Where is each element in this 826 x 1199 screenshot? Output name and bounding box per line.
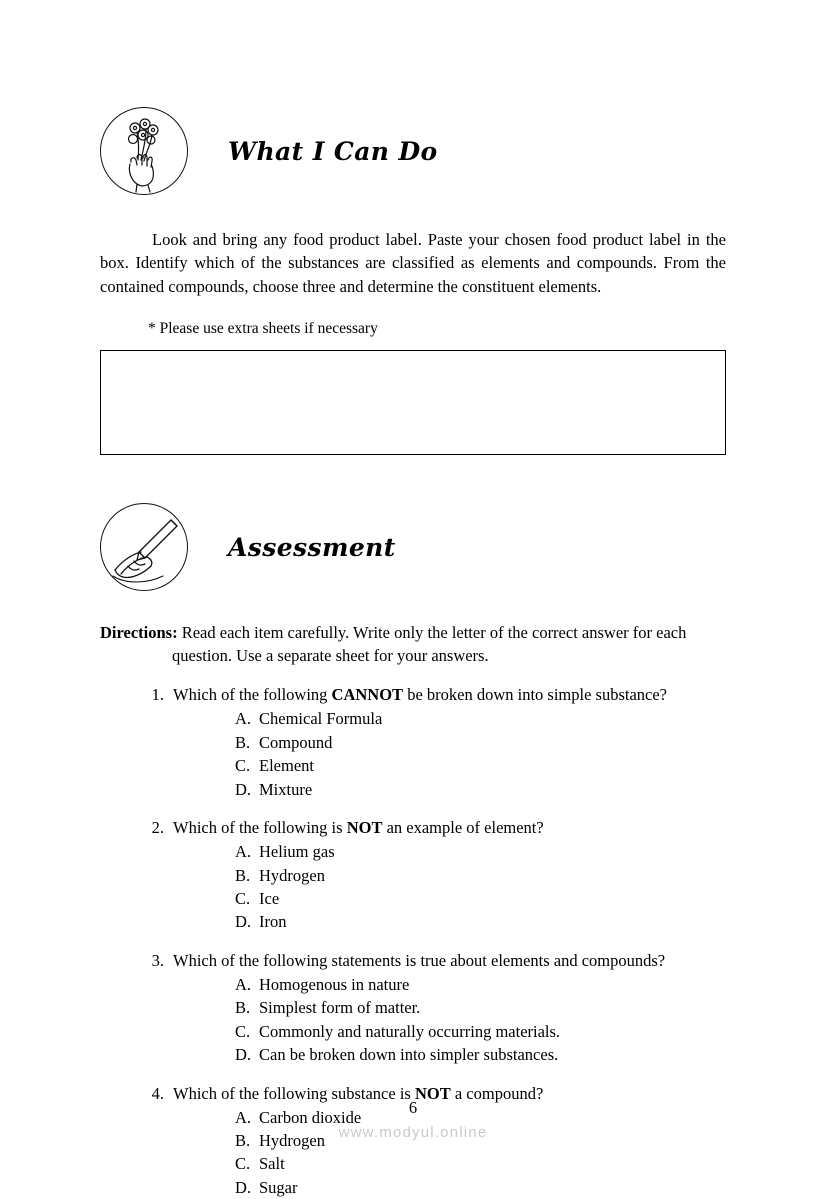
question-text-after: be broken down into simple substance?	[403, 685, 668, 705]
choice-text: Homogenous in nature	[259, 974, 410, 994]
choice-letter: D.	[235, 1177, 252, 1197]
question-text-after: a compound?	[450, 1083, 544, 1103]
choice-letter: A.	[235, 709, 252, 729]
choice-list	[100, 840, 726, 934]
choice-letter: B.	[235, 865, 251, 885]
extra-sheets-note: * Please use extra sheets if necessary	[148, 320, 378, 338]
question-item	[100, 818, 726, 934]
hand-writing-pencil-icon	[100, 503, 188, 591]
choice-text: Chemical Formula	[259, 709, 383, 729]
question-number: 1.	[151, 685, 164, 705]
choice-text: Helium gas	[259, 842, 335, 862]
choice-letter: C.	[235, 756, 251, 776]
choice-letter: D.	[235, 1045, 252, 1065]
choice-option[interactable]	[235, 864, 726, 887]
question-text	[173, 685, 726, 705]
choice-text: Iron	[259, 912, 287, 932]
choice-list	[100, 1106, 726, 1199]
choice-option[interactable]	[235, 840, 726, 863]
choice-text: Mixture	[259, 779, 313, 799]
question-item	[100, 685, 726, 801]
choice-text: Compound	[259, 732, 333, 752]
choice-letter: C.	[235, 1021, 251, 1041]
question-text	[173, 818, 726, 838]
choice-text: Simplest form of matter.	[259, 998, 421, 1018]
question-list	[100, 685, 726, 1199]
section-title: What I Can Do	[228, 136, 438, 166]
answer-box[interactable]	[100, 350, 726, 455]
question-text-before: Which of the following	[173, 685, 332, 705]
choice-text: Hydrogen	[259, 865, 325, 885]
choice-option[interactable]	[235, 754, 726, 777]
choice-option[interactable]	[235, 1043, 726, 1066]
section-header-assessment	[100, 503, 726, 591]
choice-text: Carbon dioxide	[259, 1107, 362, 1127]
directions-label: Directions:	[100, 623, 178, 643]
choice-option[interactable]	[235, 1020, 726, 1043]
assessment-directions	[100, 621, 726, 667]
choice-letter: A.	[235, 1107, 252, 1127]
what-i-can-do-instructions	[100, 228, 726, 298]
choice-option[interactable]	[235, 1152, 726, 1175]
choice-letter: D.	[235, 779, 252, 799]
question-number: 4.	[151, 1083, 164, 1103]
question-text-before: Which of the following substance is	[173, 1083, 415, 1103]
choice-option[interactable]	[235, 707, 726, 730]
choice-option[interactable]	[235, 731, 726, 754]
choice-letter: D.	[235, 912, 252, 932]
choice-text: Commonly and naturally occurring materials.	[259, 1021, 561, 1041]
question-number: 3.	[151, 950, 164, 970]
choice-letter: A.	[235, 974, 252, 994]
choice-option[interactable]	[235, 973, 726, 996]
hand-holding-flower-icon	[100, 107, 188, 195]
choice-letter: B.	[235, 1130, 251, 1150]
choice-text: Hydrogen	[259, 1130, 325, 1150]
question-text-after: an example of element?	[382, 818, 544, 838]
choice-option[interactable]	[235, 910, 726, 933]
directions-line-2: question. Use a separate sheet for your answers.	[172, 646, 489, 666]
page-number: 6	[408, 1098, 418, 1117]
choice-option[interactable]	[235, 996, 726, 1019]
choice-letter: A.	[235, 842, 252, 862]
choice-letter: C.	[235, 1154, 251, 1174]
section-header-what-i-can-do	[100, 0, 726, 195]
question-item	[100, 951, 726, 1067]
question-number: 2.	[151, 818, 164, 838]
choice-letter: B.	[235, 732, 251, 752]
directions-line-1: Read each item carefully. Write only the letter of the correct answer for each	[181, 623, 687, 643]
question-emphasis: CANNOT	[331, 685, 404, 705]
choice-text: Sugar	[259, 1177, 298, 1197]
choice-option[interactable]	[235, 778, 726, 801]
choice-list	[100, 707, 726, 801]
section-title: Assessment	[228, 532, 396, 562]
instructions-text: Look and bring any food product label. Paste your chosen food product label in the box. Identify which of the substances are classified as elements and compounds. From the contained compounds, choose three and determine the constituent elements.	[100, 230, 726, 296]
choice-text: Can be broken down into simpler substances.	[259, 1045, 559, 1065]
choice-option[interactable]	[235, 1176, 726, 1199]
watermark: www.modyul.online	[338, 1124, 488, 1141]
choice-text: Element	[259, 756, 314, 776]
choice-list	[100, 973, 726, 1067]
question-emphasis: NOT	[346, 818, 383, 838]
question-emphasis: NOT	[414, 1083, 451, 1103]
choice-letter: C.	[235, 888, 251, 908]
choice-text: Salt	[259, 1154, 285, 1174]
question-text-before: Which of the following statements is true about elements and compounds?	[173, 950, 666, 970]
choice-option[interactable]	[235, 887, 726, 910]
question-text	[173, 951, 726, 971]
question-text-before: Which of the following is	[173, 818, 347, 838]
choice-letter: B.	[235, 998, 251, 1018]
choice-text: Ice	[259, 888, 280, 908]
